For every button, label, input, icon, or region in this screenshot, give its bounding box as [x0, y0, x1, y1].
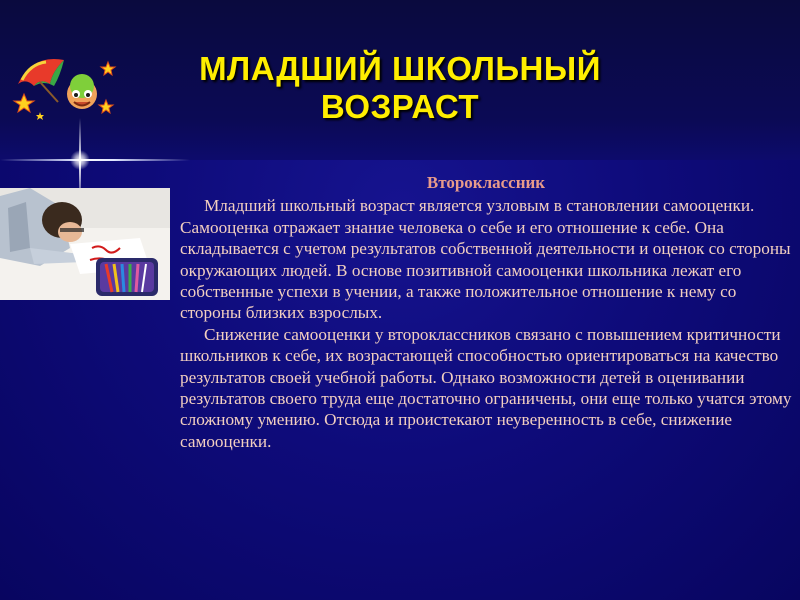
title-line-2: ВОЗРАСТ	[320, 88, 480, 125]
slide-content	[180, 172, 792, 452]
paragraph-2: Снижение самооценки у второклассников связано с повышением критичности школьников к себе, их возрастающей способностью ориентироваться на качество результатов своей учебной работы. Однако возможности детей в оценивании результатов своего труда еще достаточно ограничены, они еще только учатся этому сложному умению. Отсюда и проистекают неуверенность в себе, снижение самооценки.	[180, 324, 792, 451]
title-line-1: МЛАДШИЙ ШКОЛЬНЫЙ	[199, 50, 601, 87]
paragraph-1: Младший школьный возраст является узловым в становлении самооценки. Самооценка отражает знание человека о себе и его отношение к себе. Она складывается с учетом результатов собственной деятельности и оценок со стороны окружающих людей. В основе позитивной самооценки школьника лежат его собственные успехи в учении, а также положительное отношение к нему со стороны близких взрослых.	[180, 196, 791, 323]
slide-subtitle: Второклассник	[426, 173, 546, 192]
sparkle-icon	[70, 150, 90, 170]
slide-title	[150, 50, 650, 126]
sparkle-horizontal-ray	[0, 159, 190, 161]
schoolboy-photo	[0, 188, 170, 300]
mascot-umbrella-icon	[10, 50, 122, 122]
